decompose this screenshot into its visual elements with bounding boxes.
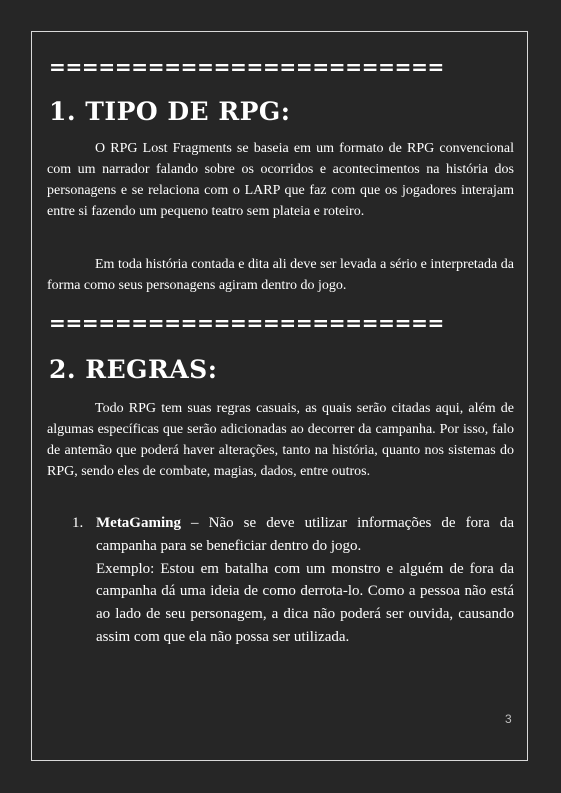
section-2-paragraph-1: Todo RPG tem suas regras casuais, as quais serão citadas aqui, além de algumas específicas que serão adicionadas ao decorrer da campanha. Por isso, falo de antemão que poderá haver alterações, tanto na história, quanto nos sistemas do RPG, sendo eles de combate, magias, dados, entre outros. bbox=[47, 401, 514, 479]
rules-list bbox=[72, 512, 514, 649]
rule-item bbox=[96, 512, 514, 649]
rule-number: 1. bbox=[72, 515, 84, 531]
section-1-title: 1. TIPO DE RPG: bbox=[49, 97, 291, 126]
rule-description: – Não se deve utilizar informações de fora da campanha para se beneficiar dentro do jogo. bbox=[96, 515, 514, 554]
divider-middle: ======================== bbox=[49, 313, 444, 333]
rule-example: Exemplo: Estou em batalha com um monstro e alguém de fora da campanha dá uma ideia de como derrota-lo. Como a pessoa não está ao lado de seu personagem, a dica não poderá ser ouvida, causando assim com que ela não possa ser utilizada. bbox=[96, 560, 514, 645]
section-1-paragraph-2: Em toda história contada e dita ali deve ser levada a sério e interpretada da forma como seus personagens agiram dentro do jogo. bbox=[47, 257, 514, 293]
section-1-paragraph-1: O RPG Lost Fragments se baseia em um formato de RPG convencional com um narrador falando sobre os ocorridos e acontecimentos na história dos personagens e se relaciona com o LARP que faz com que os jogadores interajam entre si fazendo um pequeno teatro sem plateia e roteiro. bbox=[47, 141, 514, 219]
rule-term: MetaGaming bbox=[96, 515, 181, 531]
divider-top: ======================== bbox=[49, 57, 444, 77]
section-2-title: 2. REGRAS: bbox=[49, 355, 218, 384]
page-number: 3 bbox=[505, 712, 512, 726]
